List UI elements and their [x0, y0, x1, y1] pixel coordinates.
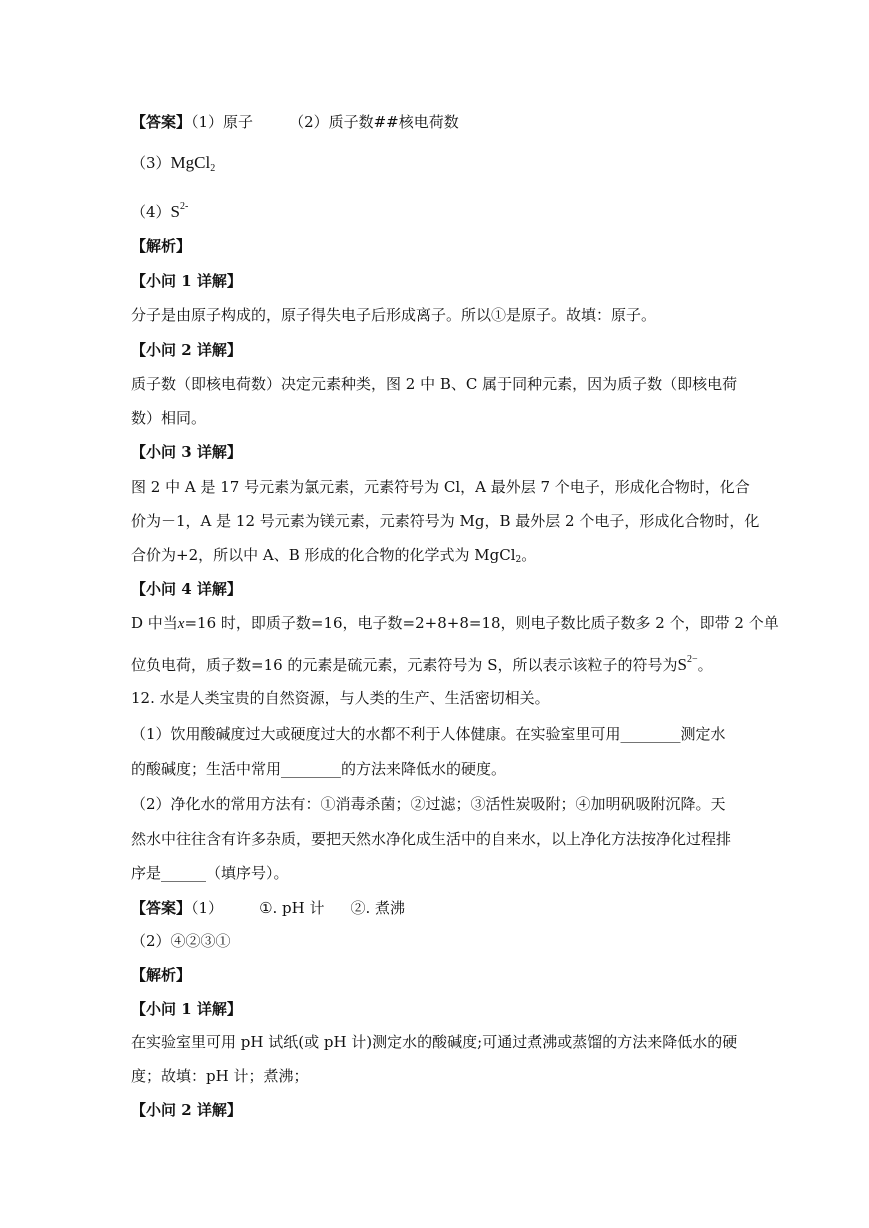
answer-part-2: （2）④②③① — [131, 932, 231, 950]
line-text: 合价为+2，所以中 A、B 形成的化合物的化学式为 MgCl — [131, 546, 516, 564]
subquestion-3-line-3 — [131, 545, 536, 570]
answer-part-1: （1）原子 — [191, 113, 254, 131]
subquestion-1-heading: 【小问 1 详解】 — [131, 1000, 242, 1018]
question-12-part-2-line-3: 序是______（填序号）。 — [131, 864, 289, 882]
question-12-stem: 12. 水是人类宝贵的自然资源，与人类的生产、生活密切相关。 — [131, 689, 550, 707]
answer-part-3-label: （3） — [131, 154, 171, 172]
subquestion-1-text: 分子是由原子构成的，原子得失电子后形成离子。所以①是原子。故填：原子。 — [131, 306, 657, 324]
subquestion-3-heading: 【小问 3 详解】 — [131, 443, 242, 461]
answer-line — [131, 898, 405, 918]
sulfide-ion-symbol — [171, 202, 189, 221]
line-text: 位负电荷，质子数=16 的元素是硫元素，元素符号为 S，所以表示该粒子的符号为 — [131, 656, 678, 674]
subquestion-2-heading: 【小问 2 详解】 — [131, 341, 242, 359]
answer-part-2: （2）质子数##核电荷数 — [289, 113, 459, 131]
subquestion-1-line-2: 度；故填：pH 计；煮沸； — [131, 1067, 309, 1085]
formula-main: MgCl — [170, 153, 211, 172]
line-text: D 中当 — [131, 614, 178, 632]
variable-x: x — [177, 616, 185, 632]
subquestion-2-line-1: 质子数（即核电荷数）决定元素种类，图 2 中 B、C 属于同种元素，因为质子数（即核电荷 — [131, 375, 738, 393]
subquestion-1-line-1: 在实验室里可用 pH 试纸(或 pH 计)测定水的酸碱度;可通过煮沸或蒸馏的方法来降低水的硬 — [131, 1033, 738, 1051]
answer-part-4-line — [131, 197, 188, 222]
sulfide-ion-symbol — [677, 655, 697, 674]
answer-blank-2: ②. 煮沸 — [350, 899, 406, 917]
ion-charge: 2- — [180, 201, 189, 212]
line-end: 。 — [521, 546, 537, 564]
question-12-part-2-line-2: 然水中往往含有许多杂质，要把天然水净化成生活中的自来水，以上净化方法按净化过程排 — [131, 830, 732, 848]
subquestion-4-heading: 【小问 4 详解】 — [131, 580, 242, 598]
subquestion-4-line-2 — [131, 650, 713, 675]
subquestion-2-heading: 【小问 2 详解】 — [131, 1101, 242, 1119]
answer-line — [131, 112, 459, 132]
ion-charge: 2− — [686, 654, 698, 665]
formula-subscript: 2 — [210, 163, 216, 174]
question-12-part-1-line-2: 的酸碱度；生活中常用________的方法来降低水的硬度。 — [131, 760, 507, 778]
answer-tag: 【答案】 — [131, 899, 192, 917]
formula-subscript: 2 — [515, 555, 522, 565]
subquestion-1-heading: 【小问 1 详解】 — [131, 272, 242, 290]
mgcl2-formula — [171, 153, 216, 172]
answer-tag: 【答案】 — [131, 113, 192, 131]
answer-part-4-label: （4） — [131, 203, 171, 221]
subquestion-4-line-1 — [131, 613, 779, 634]
analysis-heading: 【解析】 — [131, 966, 192, 984]
question-12-part-2-line-1: （2）净化水的常用方法有：①消毒杀菌；②过滤；③活性炭吸附；④加明矾吸附沉降。天 — [131, 795, 726, 813]
analysis-heading: 【解析】 — [131, 237, 192, 255]
subquestion-2-line-2: 数）相同。 — [131, 409, 207, 427]
answer-part-1-label: （1） — [191, 899, 224, 917]
line-text: =16 时，即质子数=16，电子数=2+8+8=18，则电子数比质子数多 2 个，即带 2 个单 — [184, 614, 779, 632]
question-12-part-1-line-1: （1）饮用酸碱度过大或硬度过大的水都不利于人体健康。在实验室里可用________测定水 — [131, 725, 726, 743]
line-end: 。 — [697, 656, 713, 674]
answer-part-3-line — [131, 153, 215, 179]
ion-symbol: S — [677, 655, 687, 674]
subquestion-3-line-2: 价为－1，A 是 12 号元素为镁元素，元素符号为 Mg，B 最外层 2 个电子，形成化合物时，化 — [131, 512, 760, 530]
answer-blank-1: ①. pH 计 — [259, 899, 325, 917]
ion-symbol: S — [170, 202, 181, 221]
subquestion-3-line-1: 图 2 中 A 是 17 号元素为氯元素，元素符号为 Cl，A 最外层 7 个电子，形成化合物时，化合 — [131, 478, 750, 496]
